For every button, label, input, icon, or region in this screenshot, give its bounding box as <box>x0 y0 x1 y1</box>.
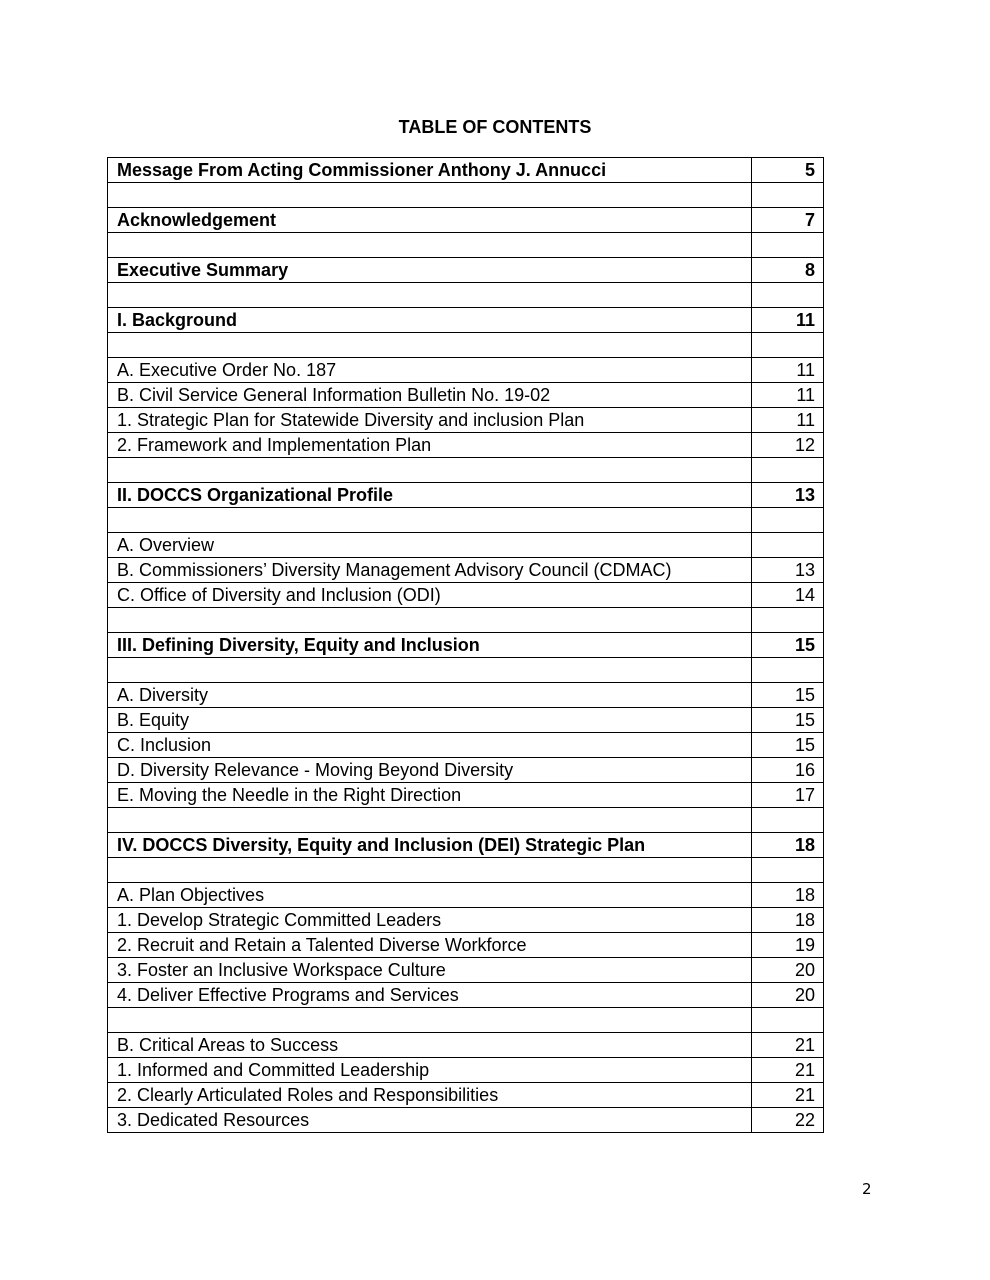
toc-entry-page: 15 <box>752 733 824 758</box>
toc-body <box>108 158 824 1133</box>
toc-entry-title: B. Critical Areas to Success <box>108 1033 752 1058</box>
toc-spacer-row <box>108 183 824 208</box>
toc-entry <box>108 383 824 408</box>
toc-entry-page <box>752 533 824 558</box>
toc-entry-title: IV. DOCCS Diversity, Equity and Inclusion (DEI) Strategic Plan <box>108 833 752 858</box>
toc-entry-title: 1. Strategic Plan for Statewide Diversity and inclusion Plan <box>108 408 752 433</box>
toc-entry-title: D. Diversity Relevance - Moving Beyond Diversity <box>108 758 752 783</box>
toc-entry-title <box>108 1008 752 1033</box>
toc-entry-title: 3. Dedicated Resources <box>108 1108 752 1133</box>
toc-entry-page: 15 <box>752 633 824 658</box>
page-title: TABLE OF CONTENTS <box>398 117 592 137</box>
toc-entry <box>108 758 824 783</box>
toc-entry <box>108 783 824 808</box>
toc-entry-page <box>752 283 824 308</box>
toc-entry <box>108 933 824 958</box>
toc-entry <box>108 1033 824 1058</box>
toc-entry-page <box>752 183 824 208</box>
toc-spacer-row <box>108 658 824 683</box>
toc-entry-page: 18 <box>752 908 824 933</box>
toc-entry-page <box>752 808 824 833</box>
toc-entry-title: Executive Summary <box>108 258 752 283</box>
toc-entry-page: 14 <box>752 583 824 608</box>
toc-entry <box>108 1083 824 1108</box>
toc-entry-page: 11 <box>752 383 824 408</box>
toc-entry <box>108 358 824 383</box>
toc-spacer-row <box>108 608 824 633</box>
toc-entry-title <box>108 808 752 833</box>
toc-entry <box>108 908 824 933</box>
toc-spacer-row <box>108 858 824 883</box>
toc-entry-page: 5 <box>752 158 824 183</box>
toc-entry <box>108 158 824 183</box>
toc-spacer-row <box>108 333 824 358</box>
toc-spacer-row <box>108 233 824 258</box>
toc-entry <box>108 833 824 858</box>
toc-entry-title <box>108 858 752 883</box>
toc-entry-title: 2. Recruit and Retain a Talented Diverse Workforce <box>108 933 752 958</box>
toc-entry-page: 22 <box>752 1108 824 1133</box>
toc-entry <box>108 533 824 558</box>
toc-entry-page: 21 <box>752 1083 824 1108</box>
toc-entry <box>108 433 824 458</box>
toc-entry <box>108 633 824 658</box>
toc-entry <box>108 958 824 983</box>
toc-entry-page <box>752 233 824 258</box>
toc-entry-page: 16 <box>752 758 824 783</box>
toc-entry-title: 2. Framework and Implementation Plan <box>108 433 752 458</box>
toc-entry <box>108 208 824 233</box>
toc-entry-title: III. Defining Diversity, Equity and Inclusion <box>108 633 752 658</box>
toc-entry-page: 18 <box>752 833 824 858</box>
toc-entry-page <box>752 858 824 883</box>
toc-entry-title: 3. Foster an Inclusive Workspace Culture <box>108 958 752 983</box>
toc-entry-page: 19 <box>752 933 824 958</box>
toc-entry-title: C. Inclusion <box>108 733 752 758</box>
toc-entry <box>108 683 824 708</box>
toc-entry-page: 11 <box>752 358 824 383</box>
toc-entry <box>108 708 824 733</box>
toc-entry-page: 7 <box>752 208 824 233</box>
toc-entry-title <box>108 608 752 633</box>
toc-entry <box>108 408 824 433</box>
toc-entry-title: A. Overview <box>108 533 752 558</box>
toc-entry-title <box>108 233 752 258</box>
toc-entry-title <box>108 658 752 683</box>
toc-entry-page: 11 <box>752 408 824 433</box>
toc-entry-page: 11 <box>752 308 824 333</box>
toc-entry <box>108 483 824 508</box>
toc-entry-page: 21 <box>752 1058 824 1083</box>
toc-entry-page <box>752 658 824 683</box>
toc-entry <box>108 983 824 1008</box>
toc-entry-title: B. Commissioners’ Diversity Management Advisory Council (CDMAC) <box>108 558 752 583</box>
toc-entry <box>108 258 824 283</box>
toc-entry-title: A. Executive Order No. 187 <box>108 358 752 383</box>
toc-entry-page: 13 <box>752 483 824 508</box>
toc-entry <box>108 558 824 583</box>
toc-entry-page <box>752 1008 824 1033</box>
toc-entry-page: 18 <box>752 883 824 908</box>
toc-entry-title: E. Moving the Needle in the Right Direction <box>108 783 752 808</box>
toc-entry-title: A. Diversity <box>108 683 752 708</box>
toc-spacer-row <box>108 1008 824 1033</box>
toc-entry-page: 21 <box>752 1033 824 1058</box>
toc-entry <box>108 583 824 608</box>
toc-entry-page: 12 <box>752 433 824 458</box>
toc-spacer-row <box>108 808 824 833</box>
toc-entry-title: 2. Clearly Articulated Roles and Responsibilities <box>108 1083 752 1108</box>
toc-entry-title: B. Civil Service General Information Bulletin No. 19-02 <box>108 383 752 408</box>
toc-entry-title: B. Equity <box>108 708 752 733</box>
toc-entry-page <box>752 333 824 358</box>
page-number: 2 <box>862 1180 872 1198</box>
toc-entry-page: 8 <box>752 258 824 283</box>
toc-entry-page: 13 <box>752 558 824 583</box>
toc-entry-title <box>108 283 752 308</box>
toc-entry-title: Acknowledgement <box>108 208 752 233</box>
table-of-contents <box>107 157 824 1133</box>
toc-entry <box>108 308 824 333</box>
toc-entry-page: 15 <box>752 683 824 708</box>
toc-entry-title: Message From Acting Commissioner Anthony J. Annucci <box>108 158 752 183</box>
toc-entry-title <box>108 508 752 533</box>
toc-entry <box>108 883 824 908</box>
toc-entry-page <box>752 458 824 483</box>
toc-entry-page: 20 <box>752 983 824 1008</box>
toc-entry <box>108 1058 824 1083</box>
toc-entry-title: I. Background <box>108 308 752 333</box>
toc-spacer-row <box>108 508 824 533</box>
toc-spacer-row <box>108 458 824 483</box>
toc-entry-page <box>752 608 824 633</box>
toc-entry-page: 20 <box>752 958 824 983</box>
toc-entry <box>108 733 824 758</box>
toc-entry-page: 17 <box>752 783 824 808</box>
toc-entry-title: 4. Deliver Effective Programs and Services <box>108 983 752 1008</box>
toc-entry-title: 1. Informed and Committed Leadership <box>108 1058 752 1083</box>
toc-entry-page <box>752 508 824 533</box>
toc-spacer-row <box>108 283 824 308</box>
toc-entry-title: II. DOCCS Organizational Profile <box>108 483 752 508</box>
toc-entry-title <box>108 183 752 208</box>
toc-entry-title: 1. Develop Strategic Committed Leaders <box>108 908 752 933</box>
toc-entry-title <box>108 333 752 358</box>
toc-entry-title: C. Office of Diversity and Inclusion (ODI) <box>108 583 752 608</box>
toc-entry-title: A. Plan Objectives <box>108 883 752 908</box>
toc-entry-page: 15 <box>752 708 824 733</box>
toc-entry-title <box>108 458 752 483</box>
toc-entry <box>108 1108 824 1133</box>
